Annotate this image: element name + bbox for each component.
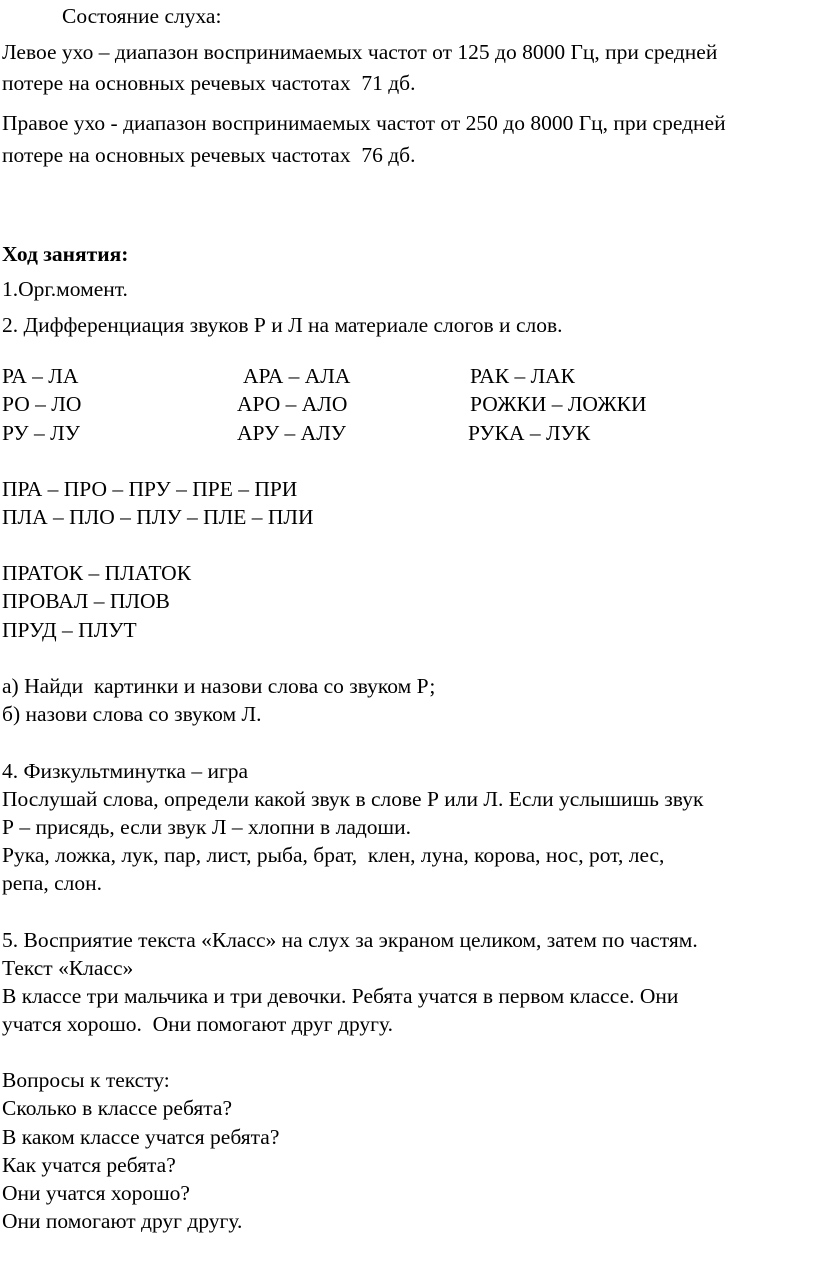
syllable-cell: РОЖКИ – ЛОЖКИ bbox=[470, 392, 647, 416]
right-ear-line-1: Правое ухо - диапазон воспринимаемых частот от 250 до 8000 Гц, при средней bbox=[2, 111, 726, 135]
syllable-cell: РА – ЛА bbox=[2, 364, 79, 388]
step-2: 2. Дифференциация звуков Р и Л на материале слогов и слов. bbox=[2, 313, 563, 337]
left-ear-line-2: потере на основных речевых частотах 71 дб. bbox=[2, 71, 416, 95]
step-4-line-3: Рука, ложка, лук, пар, лист, рыба, брат, клен, луна, корова, нос, рот, лес, bbox=[2, 843, 665, 867]
syllable-cell: АРУ – АЛУ bbox=[237, 421, 347, 445]
text-title: Текст «Класс» bbox=[2, 956, 134, 980]
questions-heading: Вопросы к тексту: bbox=[2, 1068, 170, 1092]
text-line-2: учатся хорошо. Они помогают друг другу. bbox=[2, 1012, 393, 1036]
word-pair-1: ПРАТОК – ПЛАТОК bbox=[2, 561, 192, 585]
word-pair-3: ПРУД – ПЛУТ bbox=[2, 618, 137, 642]
question-item: В каком классе учатся ребята? bbox=[2, 1125, 280, 1149]
chain-line-1: ПРА – ПРО – ПРУ – ПРЕ – ПРИ bbox=[2, 477, 298, 501]
chain-line-2: ПЛА – ПЛО – ПЛУ – ПЛЕ – ПЛИ bbox=[2, 505, 314, 529]
step-5-title: 5. Восприятие текста «Класс» на слух за экраном целиком, затем по частям. bbox=[2, 928, 698, 952]
step-4-line-1: Послушай слова, определи какой звук в слове Р или Л. Если услышишь звук bbox=[2, 787, 704, 811]
question-item: Сколько в классе ребята? bbox=[2, 1096, 233, 1120]
right-ear-line-2: потере на основных речевых частотах 76 дб. bbox=[2, 143, 416, 167]
question-item: Они учатся хорошо? bbox=[2, 1181, 190, 1205]
hearing-status-heading: Состояние слуха: bbox=[62, 4, 222, 28]
step-4-line-4: репа, слон. bbox=[2, 871, 102, 895]
question-item: Они помогают друг другу. bbox=[2, 1209, 243, 1233]
syllable-cell: РАК – ЛАК bbox=[470, 364, 576, 388]
lesson-heading: Ход занятия: bbox=[2, 242, 129, 266]
syllable-cell: АРО – АЛО bbox=[237, 392, 348, 416]
step-4-line-2: Р – присядь, если звук Л – хлопни в ладоши. bbox=[2, 815, 411, 839]
step-4-title: 4. Физкультминутка – игра bbox=[2, 759, 249, 783]
syllable-cell: АРА – АЛА bbox=[243, 364, 351, 388]
left-ear-line-1: Левое ухо – диапазон воспринимаемых частот от 125 до 8000 Гц, при средней bbox=[2, 40, 718, 64]
syllable-cell: РУ – ЛУ bbox=[2, 421, 80, 445]
syllable-cell: РО – ЛО bbox=[2, 392, 82, 416]
text-line-1: В классе три мальчика и три девочки. Ребята учатся в первом классе. Они bbox=[2, 984, 679, 1008]
step-1: 1.Орг.момент. bbox=[2, 277, 128, 301]
task-b: б) назови слова со звуком Л. bbox=[2, 702, 262, 726]
word-pair-2: ПРОВАЛ – ПЛОВ bbox=[2, 589, 170, 613]
task-a: а) Найди картинки и назови слова со звуком Р; bbox=[2, 674, 436, 698]
question-item: Как учатся ребята? bbox=[2, 1153, 176, 1177]
syllable-cell: РУКА – ЛУК bbox=[468, 421, 591, 445]
